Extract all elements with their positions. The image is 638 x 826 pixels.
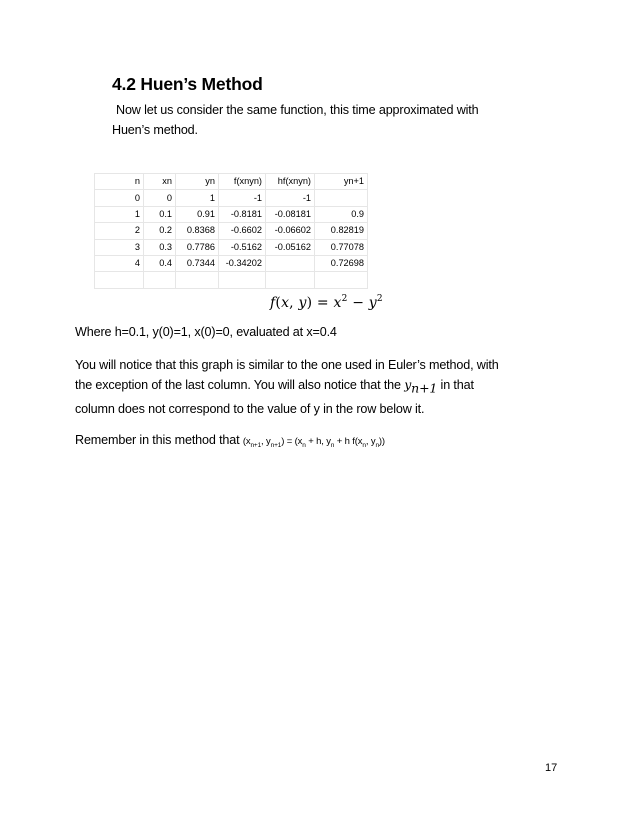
results-table bbox=[94, 173, 368, 289]
table-row bbox=[95, 223, 368, 239]
table-cell: -0.5162 bbox=[219, 239, 266, 255]
table-row bbox=[95, 255, 368, 271]
method-formula-sub: n+1 bbox=[250, 441, 262, 449]
table-row bbox=[95, 190, 368, 206]
table-cell: 0.82819 bbox=[315, 223, 368, 239]
method-formula-part: (x bbox=[242, 436, 251, 447]
formula-open: ( bbox=[275, 295, 282, 311]
table-cell: -1 bbox=[266, 190, 315, 206]
table-cell: 0.3 bbox=[144, 239, 176, 255]
inline-math-y: y bbox=[404, 377, 412, 392]
comparison-line-2-start: the exception of the last column. You will also notice that the bbox=[75, 378, 405, 392]
page-number: 17 bbox=[545, 762, 558, 774]
table-cell: -0.6602 bbox=[219, 223, 266, 239]
comparison-line-2 bbox=[75, 375, 565, 399]
header-cell: f(xnyn) bbox=[219, 174, 266, 190]
intro-paragraph bbox=[112, 100, 552, 140]
table-cell: 0.4 bbox=[144, 255, 176, 271]
table-cell bbox=[176, 272, 219, 288]
formula-equals: = bbox=[312, 295, 334, 311]
section-heading: 4.2 Huen’s Method bbox=[112, 74, 263, 94]
table-row bbox=[95, 239, 368, 255]
table-cell: -0.34202 bbox=[219, 255, 266, 271]
header-cell: yn+1 bbox=[315, 174, 368, 190]
inline-math-subscript: n+1 bbox=[411, 380, 438, 396]
table-row bbox=[95, 206, 368, 222]
table-cell: 0 bbox=[144, 190, 176, 206]
table-cell: -0.08181 bbox=[266, 206, 315, 222]
method-formula-sub: n+1 bbox=[270, 441, 282, 449]
method-formula bbox=[243, 436, 385, 447]
formula-x-squared: x bbox=[333, 295, 342, 311]
formula-exponent: 2 bbox=[376, 294, 383, 304]
method-formula-paragraph bbox=[75, 430, 565, 456]
table-cell: 0.72698 bbox=[315, 255, 368, 271]
parameters-paragraph: Where h=0.1, y(0)=1, x(0)=0, evaluated at x=0.4 bbox=[75, 325, 337, 339]
table-cell: 0.9 bbox=[315, 206, 368, 222]
table-cell: 0.1 bbox=[144, 206, 176, 222]
table-cell: 0 bbox=[95, 190, 144, 206]
table-cell: 4 bbox=[95, 255, 144, 271]
table-cell bbox=[266, 272, 315, 288]
formula-y-squared: y bbox=[368, 295, 377, 311]
header-cell: xn bbox=[144, 174, 176, 190]
table-cell: 3 bbox=[95, 239, 144, 255]
table-cell: 0.7344 bbox=[176, 255, 219, 271]
method-formula-part: ) = (x bbox=[281, 436, 303, 447]
intro-line-2: Huen’s method. bbox=[112, 123, 198, 137]
table-cell bbox=[315, 190, 368, 206]
comparison-line-3: column does not correspond to the value of y in the row below it. bbox=[75, 401, 425, 416]
method-formula-prefix: Remember in this method that bbox=[75, 433, 243, 447]
table-cell: 0.91 bbox=[176, 206, 219, 222]
table-cell bbox=[266, 255, 315, 271]
table-cell: 0.8368 bbox=[176, 223, 219, 239]
table-cell bbox=[219, 272, 266, 288]
formula-y: y bbox=[298, 295, 307, 311]
method-formula-part: + h, y bbox=[305, 436, 331, 447]
intro-line-1: Now let us consider the same function, this time approximated with bbox=[116, 103, 479, 117]
method-formula-sub: n bbox=[375, 441, 379, 449]
comparison-paragraph bbox=[75, 355, 565, 419]
formula-x: x bbox=[281, 295, 290, 311]
table-cell: 0.7786 bbox=[176, 239, 219, 255]
formula-comma: , bbox=[289, 295, 299, 311]
table-cell: 1 bbox=[95, 206, 144, 222]
table-header-row bbox=[95, 174, 368, 190]
method-formula-part: , y bbox=[261, 436, 271, 447]
table-cell: 0.77078 bbox=[315, 239, 368, 255]
formula-minus: − bbox=[347, 295, 369, 311]
method-formula-part: + h f(x bbox=[334, 436, 363, 447]
formula-close: ) bbox=[306, 295, 313, 311]
table-cell bbox=[95, 272, 144, 288]
table-cell: 2 bbox=[95, 223, 144, 239]
table-cell bbox=[315, 272, 368, 288]
table-cell: 0.2 bbox=[144, 223, 176, 239]
method-formula-sub: n bbox=[330, 441, 335, 449]
table-cell: -0.8181 bbox=[219, 206, 266, 222]
function-formula bbox=[270, 294, 383, 311]
method-formula-sub: n bbox=[302, 441, 306, 449]
table-row bbox=[95, 272, 368, 288]
formula-exponent: 2 bbox=[341, 294, 348, 304]
method-formula-part: , y bbox=[365, 436, 376, 447]
method-formula-part: )) bbox=[378, 436, 385, 447]
table-cell: -0.05162 bbox=[266, 239, 315, 255]
comparison-line-2-end: in that bbox=[437, 378, 474, 392]
comparison-line-1: You will notice that this graph is similar to the one used in Euler’s method, with bbox=[75, 358, 499, 372]
table-cell: -0.06602 bbox=[266, 223, 315, 239]
table-cell bbox=[144, 272, 176, 288]
formula-f: f bbox=[270, 295, 276, 311]
header-cell: hf(xnyn) bbox=[266, 174, 315, 190]
table-cell: -1 bbox=[219, 190, 266, 206]
table-cell: 1 bbox=[176, 190, 219, 206]
header-cell: n bbox=[95, 174, 144, 190]
header-cell: yn bbox=[176, 174, 219, 190]
method-formula-sub: n bbox=[362, 441, 366, 449]
